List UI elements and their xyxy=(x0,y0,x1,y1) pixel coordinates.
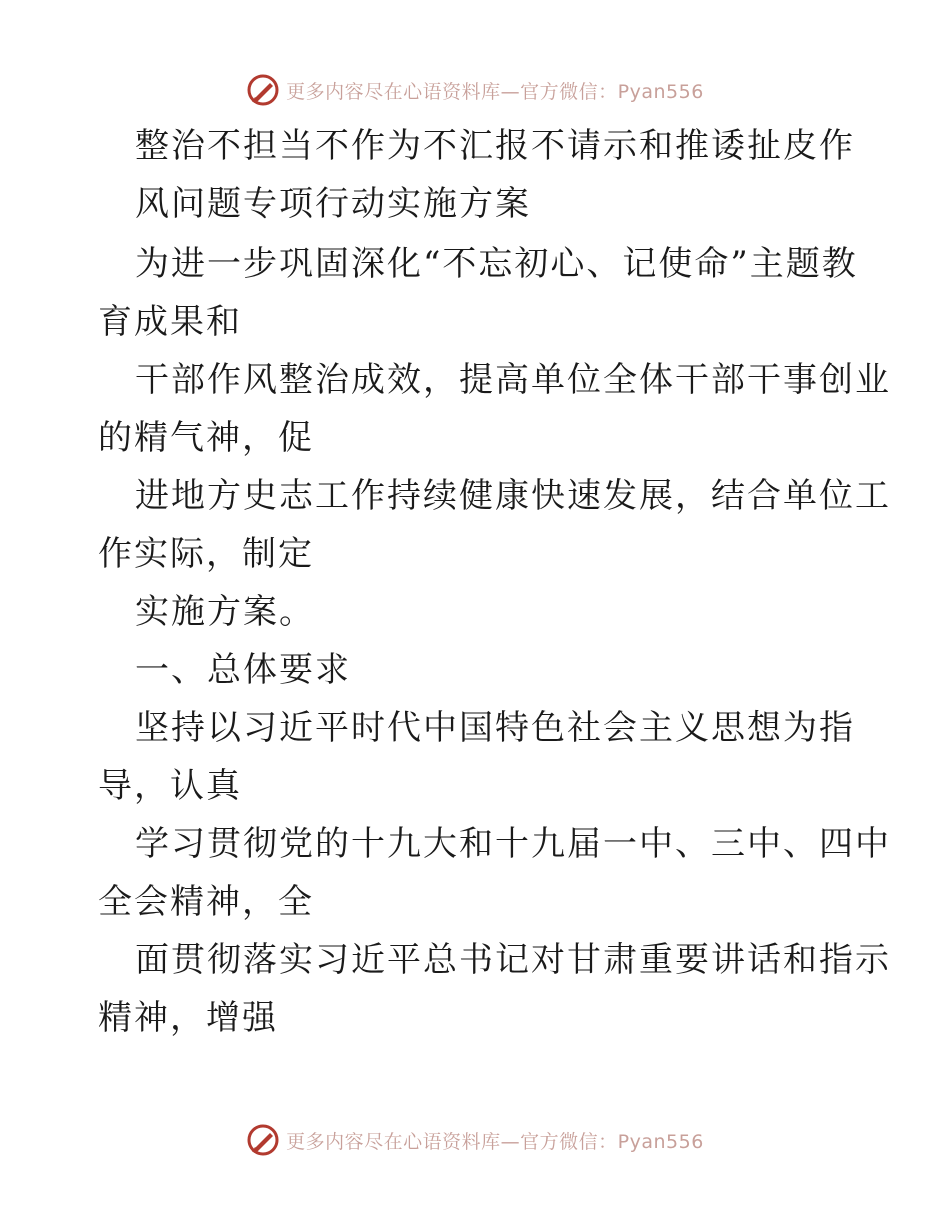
paragraph-line: 导，认真 xyxy=(98,766,242,806)
watermark-text: 更多内容尽在心语资料库—官方微信：Pyan556 xyxy=(286,80,704,103)
pen-logo-icon xyxy=(246,1123,280,1157)
doc-title-line-1: 整治不担当不作为不汇报不请示和推诿扯皮作 xyxy=(135,126,855,166)
paragraph-line: 为进一步巩固深化“不忘初心、记使命”主题教 xyxy=(135,244,858,284)
footer-watermark xyxy=(0,1120,950,1160)
paragraph-line: 干部作风整治成效，提高单位全体干部干事创业 xyxy=(135,360,891,400)
paragraph-line: 实施方案。 xyxy=(135,592,315,632)
paragraph-line: 全会精神，全 xyxy=(98,882,314,922)
section-heading: 一、总体要求 xyxy=(135,650,351,690)
paragraph-line: 育成果和 xyxy=(98,302,242,342)
paragraph-line: 进地方史志工作持续健康快速发展，结合单位工 xyxy=(135,476,891,516)
paragraph-line: 的精气神，促 xyxy=(98,418,314,458)
paragraph-line: 作实际，制定 xyxy=(98,534,314,574)
header-watermark xyxy=(0,70,950,110)
paragraph-line: 精神，增强 xyxy=(98,998,278,1038)
paragraph-line: 面贯彻落实习近平总书记对甘肃重要讲话和指示 xyxy=(135,940,891,980)
watermark-text: 更多内容尽在心语资料库—官方微信：Pyan556 xyxy=(286,1130,704,1153)
doc-title-line-2: 风问题专项行动实施方案 xyxy=(135,184,531,224)
paragraph-line: 学习贯彻党的十九大和十九届一中、三中、四中 xyxy=(135,824,891,864)
pen-logo-icon xyxy=(246,73,280,107)
paragraph-line: 坚持以习近平时代中国特色社会主义思想为指 xyxy=(135,708,855,748)
